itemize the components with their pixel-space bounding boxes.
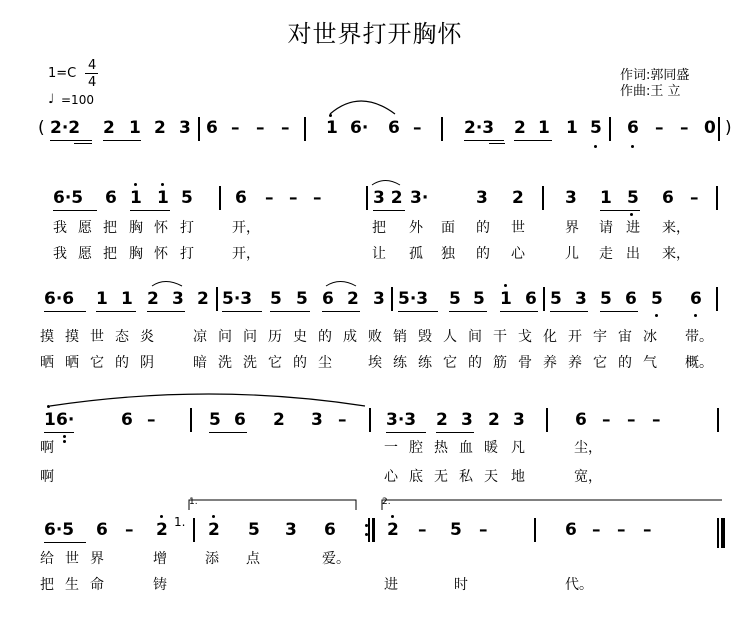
lyric: 出 (626, 246, 640, 262)
lyric: 凉 (193, 329, 207, 345)
lyric: 练 (418, 355, 432, 371)
lyric: 概。 (685, 355, 713, 371)
note: 2 (512, 188, 524, 208)
slur (152, 282, 182, 287)
lyric: 底 (409, 469, 423, 485)
lyric: 历 (268, 329, 282, 345)
note: 1 (157, 188, 169, 208)
lyric: 生 (65, 577, 79, 593)
note: 2 (156, 520, 168, 540)
note: 1 (326, 118, 338, 138)
lyric: 筋 (493, 355, 507, 371)
note: 6 (235, 188, 247, 208)
note: 1 (44, 410, 56, 430)
note: 5 (473, 289, 485, 309)
slur (330, 101, 395, 114)
lyric: 给 (40, 551, 54, 567)
lyric: 气 (643, 355, 657, 371)
lyric: 的 (618, 355, 632, 371)
note: 2 (147, 289, 159, 309)
volta-2-bracket (382, 500, 722, 510)
lyric: 私 (459, 469, 473, 485)
lyric: 时 (454, 577, 468, 593)
lyric: 它 (268, 355, 282, 371)
note: 1 (121, 289, 133, 309)
lyric: 戈 (518, 329, 532, 345)
note: 6 (96, 520, 108, 540)
lyric: 爱。 (322, 551, 350, 567)
lyric: 啊 (40, 440, 54, 456)
note: 2 (514, 118, 526, 138)
lyric: 把 (103, 220, 117, 236)
note: 3 (513, 410, 525, 430)
lyric: 态 (115, 329, 129, 345)
note: – (617, 520, 626, 540)
note: 1 (500, 289, 512, 309)
lyric: 问 (243, 329, 257, 345)
lyric: 外 (409, 220, 423, 236)
lyric: 的 (293, 355, 307, 371)
lyric: 冰 (643, 329, 657, 345)
lyric: 怀 (154, 220, 168, 236)
note: 2 (488, 410, 500, 430)
lyric: 走 (599, 246, 613, 262)
lyric: 洗 (243, 355, 257, 371)
note: 3 2 (373, 188, 403, 208)
note: 2 (347, 289, 359, 309)
volta-2-label: 2. (382, 497, 391, 507)
lyric: 地 (511, 469, 525, 485)
note: 2 (103, 118, 115, 138)
note: 1 (129, 118, 141, 138)
note: 5 (600, 289, 612, 309)
note: 3 (373, 289, 385, 309)
lyric: 洗 (218, 355, 232, 371)
note: 6· (350, 118, 369, 138)
paren-open: ( (38, 118, 45, 138)
note: 6 (690, 289, 702, 309)
lyric: 愿 (78, 220, 92, 236)
note: 3· (410, 188, 429, 208)
composer: 作曲:王 立 (620, 84, 681, 99)
note: 6· (56, 410, 75, 430)
time-signature-top: 4 (88, 58, 97, 73)
lyric: 命 (90, 577, 104, 593)
time-signature-bottom: 4 (88, 75, 97, 90)
slur (372, 181, 400, 186)
lyric: 它 (443, 355, 457, 371)
lyric: 孤 (409, 246, 423, 262)
lyric: 打 (180, 220, 194, 236)
lyric: 开， (232, 246, 260, 262)
lyric: 请 (599, 220, 613, 236)
slur (326, 282, 356, 287)
lyric: 的 (476, 220, 490, 236)
lyricist: 作词:郭同盛 (620, 68, 690, 83)
slur (50, 394, 365, 406)
note: 3 (172, 289, 184, 309)
lyric: 心 (384, 469, 398, 485)
note: 3 (461, 410, 473, 430)
note: 6·6 (44, 289, 75, 309)
lyric: 它 (593, 355, 607, 371)
key-signature: 1=C (48, 66, 77, 81)
lyric: 暗 (193, 355, 207, 371)
note: – (643, 520, 652, 540)
paren-close: ) (725, 118, 732, 138)
lyric: 练 (393, 355, 407, 371)
note: 2 (197, 289, 209, 309)
lyric: 天 (484, 469, 498, 485)
note: – (627, 410, 636, 430)
note: 6 (121, 410, 133, 430)
note: 5 (209, 410, 221, 430)
lyric: 炎 (140, 329, 154, 345)
note: 1 (566, 118, 578, 138)
lyric: 尘， (574, 440, 602, 456)
lyric: 骨 (518, 355, 532, 371)
lyric: 怀 (154, 246, 168, 262)
lyric: 进 (626, 220, 640, 236)
tempo: =100 (61, 93, 94, 107)
lyric: 胸 (129, 246, 143, 262)
note: 6 (525, 289, 537, 309)
note: – (655, 118, 664, 138)
lyric: 尘 (318, 355, 332, 371)
note: 6 (388, 118, 400, 138)
note: 0 (704, 118, 716, 138)
note: 2 (387, 520, 399, 540)
lyric: 人 (443, 329, 457, 345)
lyric: 晒 (40, 355, 54, 371)
note: 1 (600, 188, 612, 208)
note: 5·3 (222, 289, 253, 309)
note: 2 (436, 410, 448, 430)
note: 5 (550, 289, 562, 309)
lyric: 宽， (574, 469, 602, 485)
note: 6·5 (53, 188, 84, 208)
volta-1-mark: 1. (174, 515, 186, 529)
lyric: 来， (662, 246, 690, 262)
lyric: 打 (180, 246, 194, 262)
note: – (413, 118, 422, 138)
lyric: 点 (246, 551, 260, 567)
lyric: 养 (543, 355, 557, 371)
note: – (265, 188, 274, 208)
lyric: 界 (90, 551, 104, 567)
lyric: 它 (90, 355, 104, 371)
lyric: 世 (511, 220, 525, 236)
note: – (256, 118, 265, 138)
lyric: 界 (565, 220, 579, 236)
lyric: 的 (468, 355, 482, 371)
note: 5 (248, 520, 260, 540)
note: 3·3 (386, 410, 417, 430)
note: – (338, 410, 347, 430)
note: 6·5 (44, 520, 75, 540)
lyric: 心 (511, 246, 525, 262)
note: 1 (538, 118, 550, 138)
note: 2 (154, 118, 166, 138)
lyric: 血 (459, 440, 473, 456)
lyric: 无 (434, 469, 448, 485)
lyric: 把 (103, 246, 117, 262)
lyric: 面 (441, 220, 455, 236)
lyric: 愿 (78, 246, 92, 262)
lyric: 世 (65, 551, 79, 567)
note: 5 (450, 520, 462, 540)
lyric: 我 (53, 220, 67, 236)
note: 1 (130, 188, 142, 208)
lyric: 世 (90, 329, 104, 345)
lyric: 代。 (565, 577, 593, 593)
note: 1 (96, 289, 108, 309)
note: 6 (324, 520, 336, 540)
lyric: 独 (441, 246, 455, 262)
note: 5 (181, 188, 193, 208)
lyric: 问 (218, 329, 232, 345)
note: 5 (270, 289, 282, 309)
note: 6 (662, 188, 674, 208)
lyric: 宙 (618, 329, 632, 345)
lyric: 胸 (129, 220, 143, 236)
note: 3 (179, 118, 191, 138)
lyric: 销 (393, 329, 407, 345)
lyric: 啊 (40, 469, 54, 485)
note: 3 (285, 520, 297, 540)
note: – (592, 520, 601, 540)
lyric: 晒 (65, 355, 79, 371)
note: – (602, 410, 611, 430)
note: – (479, 520, 488, 540)
note: 6 (234, 410, 246, 430)
lyric: 的 (476, 246, 490, 262)
note: – (231, 118, 240, 138)
note: 3 (575, 289, 587, 309)
lyric: 我 (53, 246, 67, 262)
lyric: 凡 (511, 440, 525, 456)
note: 2·2 (50, 118, 81, 138)
note: – (281, 118, 290, 138)
note: 3 (565, 188, 577, 208)
lyric: 把 (40, 577, 54, 593)
note: – (125, 520, 134, 540)
lyric: 铸 (153, 577, 167, 593)
lyric: 把 (372, 220, 386, 236)
note: 5 (627, 188, 639, 208)
note: 5·3 (398, 289, 429, 309)
lyric: 败 (368, 329, 382, 345)
lyric: 添 (205, 551, 219, 567)
note: 5 (296, 289, 308, 309)
note: – (313, 188, 322, 208)
note: 6 (105, 188, 117, 208)
lyric: 让 (372, 246, 386, 262)
volta-1-label: 1. (189, 497, 198, 507)
lyric: 带。 (685, 329, 713, 345)
lyric: 进 (384, 577, 398, 593)
lyric: 摸 (40, 329, 54, 345)
note: – (418, 520, 427, 540)
page-title: 对世界打开胸怀 (287, 20, 463, 48)
lyric: 养 (568, 355, 582, 371)
note: 6 (575, 410, 587, 430)
lyric: 一 (384, 440, 398, 456)
note: 5 (590, 118, 602, 138)
lyric: 腔 (409, 440, 423, 456)
lyric: 宇 (593, 329, 607, 345)
note: 2 (208, 520, 220, 540)
note: 5 (449, 289, 461, 309)
lyric: 成 (343, 329, 357, 345)
note: 6 (565, 520, 577, 540)
note: – (680, 118, 689, 138)
lyric: 热 (434, 440, 448, 456)
lyric: 间 (468, 329, 482, 345)
lyric: 儿 (565, 246, 579, 262)
lyric: 的 (115, 355, 129, 371)
lyric: 化 (543, 329, 557, 345)
note: – (289, 188, 298, 208)
lyric: 干 (493, 329, 507, 345)
note: 2·3 (464, 118, 495, 138)
lyric: 暖 (484, 440, 498, 456)
note: 3 (311, 410, 323, 430)
lyric: 的 (318, 329, 332, 345)
note: 6 (322, 289, 334, 309)
note: 2 (273, 410, 285, 430)
note: 5 (651, 289, 663, 309)
lyric: 埃 (368, 355, 382, 371)
quarter-note-icon: ♩ (48, 92, 55, 107)
lyric: 来， (662, 220, 690, 236)
volta-1-bracket (189, 500, 356, 510)
note: 6 (625, 289, 637, 309)
note: 3 (476, 188, 488, 208)
lyric: 阴 (140, 355, 154, 371)
lyric: 开 (568, 329, 582, 345)
note: 6 (627, 118, 639, 138)
lyric: 毁 (418, 329, 432, 345)
note: – (652, 410, 661, 430)
lyric: 开， (232, 220, 260, 236)
note: – (690, 188, 699, 208)
note: 6 (206, 118, 218, 138)
lyric: 增 (153, 551, 167, 567)
lyric: 摸 (65, 329, 79, 345)
note: – (147, 410, 156, 430)
lyric: 史 (293, 329, 307, 345)
